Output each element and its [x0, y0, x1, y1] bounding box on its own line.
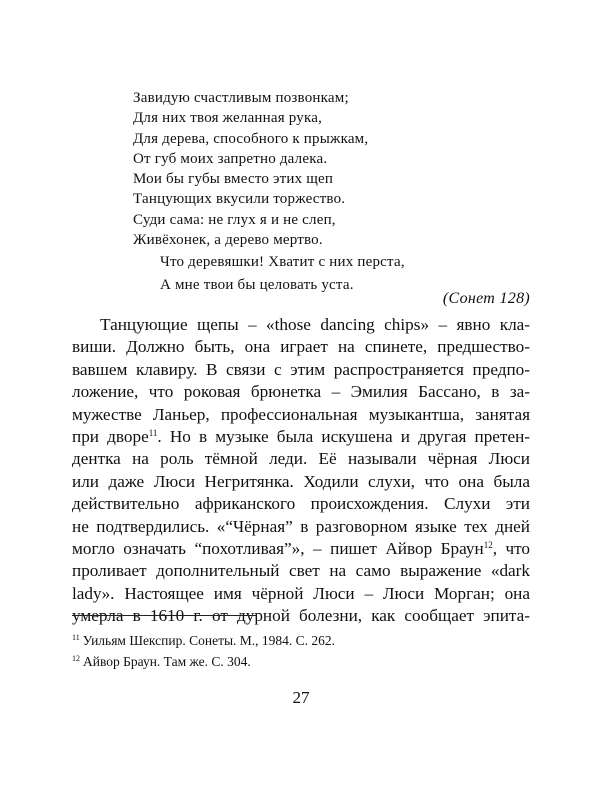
text-fragment: , что [492, 539, 530, 559]
body-text [72, 314, 530, 628]
footnote-mark: 12 [72, 654, 80, 663]
poem-line: Мои бы губы вместо этих щеп [133, 171, 334, 188]
text-line: вавшем клавиру. В связи с этим распространяется предпо- [72, 359, 530, 379]
text-line: не подтвердились. «“Чёрная” в разговорном языке тех дней [72, 516, 530, 536]
footnote-ref[interactable]: 12 [483, 540, 493, 551]
text-line: дентка на роль тёмной леди. Её называли чёрная Люси [72, 449, 530, 469]
footnote-divider [72, 615, 257, 616]
poem-line: Завидую счастливым позвонкам; [133, 90, 349, 106]
poem-line: Живёхонек, а дерево мертво. [133, 232, 323, 249]
text-line: виши. Должно быть, она играет на спинете, предшество- [72, 337, 530, 357]
text-line: проливает дополнительный свет на само выражение «dark [72, 561, 530, 581]
footnote [72, 630, 335, 651]
footnote-ref[interactable]: 11 [148, 428, 158, 439]
poem-line: От губ моих запретно далека. [133, 150, 328, 167]
text-line: умерла в 1610 г. от дурной болезни, как сообщает эпита- [72, 606, 530, 626]
text-line [72, 538, 530, 560]
text-line: или даже Люси Негритянка. Ходили слухи, что она была [72, 471, 530, 491]
footnote-text: Уильям Шекспир. Сонеты. М., 1984. С. 262. [82, 633, 336, 648]
poem-excerpt [133, 88, 553, 295]
poem-source: (Сонет 128) [442, 290, 530, 307]
footnote-text: Айвор Браун. Там же. С. 304. [83, 654, 251, 669]
poem-couplet-line: А мне твои бы целовать уста. [160, 276, 354, 293]
poem-line: Для них твоя желанная рука, [133, 110, 323, 127]
text-fragment: . Но в музыке была искушена и другая претен- [157, 427, 530, 447]
text-line: Танцующие щепы – «those dancing chips» – явно кла- [100, 315, 530, 334]
poem-line: Суди сама: не глух я и не слеп, [133, 211, 336, 228]
text-line: ложение, что роковая брюнетка – Эмилия Бассано, в за- [72, 382, 530, 402]
text-fragment: при дворе [72, 427, 149, 447]
text-line: мужестве Ланьер, профессиональная музыкантша, занятая [72, 404, 530, 424]
page-number: 27 [292, 688, 310, 707]
poem-line: Для дерева, способного к прыжкам, [133, 130, 369, 147]
text-line [72, 426, 530, 448]
text-fragment: могло означать “похотливая”», – пишет Айвор Браун [72, 539, 484, 559]
footnotes [72, 630, 335, 672]
text-line: lady». Настоящее имя чёрной Люси – Люси Морган; она [72, 583, 530, 603]
poem-line: Танцующих вкусили торжество. [133, 191, 346, 208]
footnote [72, 651, 335, 672]
text-line: действительно африканского происхождения. Слухи эти [72, 494, 530, 514]
footnote-mark: 11 [72, 633, 80, 642]
poem-couplet-line: Что деревяшки! Хватит с них перста, [160, 254, 405, 271]
